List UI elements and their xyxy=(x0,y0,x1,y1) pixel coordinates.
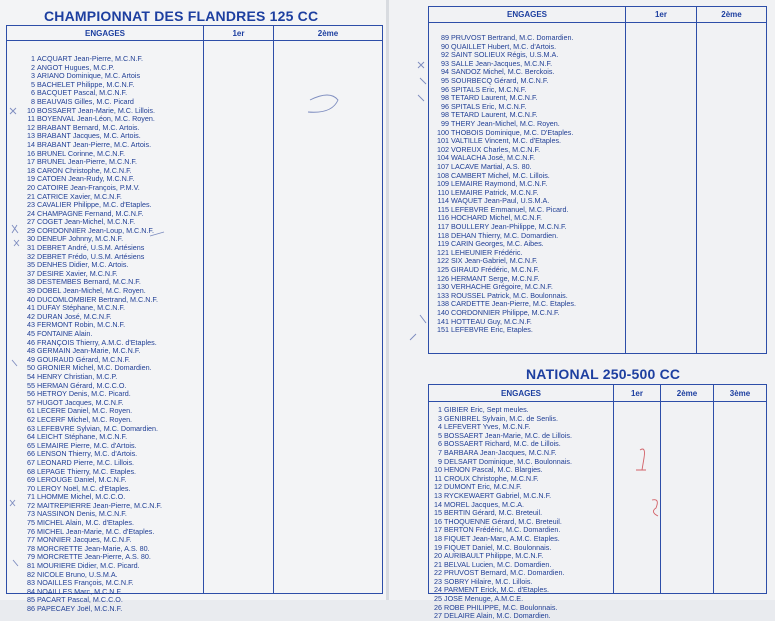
left-col-divider-2 xyxy=(273,26,274,593)
entry-row: 107 LACAVE Martial, A.S. 80. xyxy=(437,162,532,171)
entry-row: 65 LEMAIRE Pierre, M.C. d'Artois. xyxy=(27,441,137,450)
entry-row: 95 SOURBECQ Gérard, M.C.N.F. xyxy=(441,76,549,85)
entry-row: 30 DENEUF Johnny, M.C.N.F. xyxy=(27,235,124,244)
entry-row: 122 SIX Jean-Gabriel, M.C.N.F. xyxy=(437,257,538,266)
header-2eme: 2ème xyxy=(721,10,742,19)
entry-row: 10 BOSSAERT Jean-Marie, M.C. Lillois. xyxy=(27,106,155,115)
entry-row: 45 FONTAINE Alain. xyxy=(27,330,93,338)
entry-row: 14 MOREL Jacques, M.C.A. xyxy=(434,500,525,509)
entry-row: 11 BOYENVAL Jean-Léon, M.C. Royen. xyxy=(27,115,155,124)
entry-row: 126 HERMANT Serge, M.C.N.F. xyxy=(437,274,540,283)
entry-row: 93 SALLE Jean-Jacques, M.C.N.F. xyxy=(441,59,553,68)
entry-row: 82 NICOLE Bruno, U.S.M.A. xyxy=(27,570,118,579)
entry-row: 15 BERTIN Gérard, M.C. Breteuil. xyxy=(434,509,543,518)
entry-row: 62 LECERF Michel, M.C. Royen. xyxy=(27,415,133,424)
entry-row: 114 WAQUET Jean-Paul, U.S.M.A. xyxy=(437,197,550,206)
entry-row: 46 FRANÇOIS Thierry, A.M.C. d'Etaples. xyxy=(27,338,157,347)
entry-row: 8 BEAUVAIS Gilles, M.C. Picard xyxy=(31,97,134,106)
header-2eme: 2ème xyxy=(676,388,698,398)
entry-row: 119 CARIN Georges, M.C. Aibes. xyxy=(437,240,544,249)
entry-row: 98 TETARD Laurent, M.C.N.F. xyxy=(441,111,538,120)
entry-row: 101 VALTILLE Vincent, M.C. d'Etaples. xyxy=(437,137,562,146)
entry-row: 130 VERHACHE Grégoire, M.C.N.F. xyxy=(437,283,553,292)
entry-row: 54 HENRY Christian, M.C.P. xyxy=(27,372,118,381)
header-engages: ENGAGES xyxy=(500,388,541,398)
entry-row: 102 VOREUX Charles, M.C.N.F. xyxy=(437,145,541,154)
entry-row: 12 DUMONT Eric, M.C.N.F. xyxy=(434,483,522,492)
entry-row: 17 BERTON Frédéric, M.C. Domardien. xyxy=(434,526,561,535)
entry-row: 40 DUCOMLOMBIER Bertrand, M.C.N.F. xyxy=(27,295,159,304)
entry-row: 69 LEROUGE Daniel, M.C.N.F. xyxy=(27,476,127,485)
right-bottom-table-header xyxy=(429,385,766,402)
entry-row: 5 BACHELET Philippe, M.C.N.F. xyxy=(31,80,135,89)
entry-row: 12 BRABANT Bernard, M.C. Artois. xyxy=(27,123,140,132)
right-bottom-table xyxy=(428,384,767,621)
entry-row: 26 ROBE PHILIPPE, M.C. Boulonnais. xyxy=(434,603,558,612)
entry-row: 76 MICHEL Jean-Marie, M.C. d'Etaples. xyxy=(27,527,155,536)
entry-row: 141 HOTTEAU Guy, M.C.N.F. xyxy=(437,317,532,326)
entry-row: 61 LECERE Daniel, M.C. Royen. xyxy=(27,407,133,416)
right-bottom-entries-list xyxy=(415,406,572,621)
entry-row: 57 HUGOT Jacques, M.C.N.F. xyxy=(27,398,124,407)
entry-row: 22 PRUVOST Bernard, M.C. Domardien. xyxy=(434,569,565,578)
entry-row: 16 BRUNEL Corinne, M.C.N.F. xyxy=(27,149,125,158)
page-fold xyxy=(386,0,389,600)
right-top-col-divider-1 xyxy=(625,7,626,353)
entry-row: 21 CATRICE Xavier, M.C.N.F. xyxy=(27,192,122,201)
entry-row: 32 DEBRET Frédo, U.S.M. Artésiens xyxy=(27,252,145,261)
entry-row: 72 MAITREPIERRE Jean-Pierre, M.C.N.F. xyxy=(27,501,163,510)
entry-row: 2 ANGOT Hugues, M.C.P. xyxy=(31,63,115,72)
entry-row: 71 LHOMME Michel, M.C.C.O. xyxy=(27,493,126,502)
entry-row: 20 CATOIRE Jean-François, P.M.V. xyxy=(27,183,140,192)
header-2eme: 2ème xyxy=(317,28,339,38)
left-col-divider-1 xyxy=(203,26,204,593)
entry-row: 73 NASSINON Denis, M.C.N.F. xyxy=(27,510,127,519)
right-bottom-col-divider-3 xyxy=(713,385,714,593)
entry-row: 23 SOBRY Hilaire, M.C. Lillois. xyxy=(434,577,533,586)
left-table xyxy=(6,25,383,613)
entry-row: 151 LEFEBVRE Eric, Etaples. xyxy=(437,326,533,335)
entry-row: 4 LEFEVERT Yves, M.C.N.F. xyxy=(438,423,531,432)
header-3eme: 3ème xyxy=(729,388,751,398)
entry-row: 50 GRONIER Michel, M.C. Domardien. xyxy=(27,364,152,373)
entry-row: 140 CORDONNIER Philippe, M.C.N.F. xyxy=(437,309,560,317)
entry-row: 81 MOURIERE Didier, M.C. Picard. xyxy=(27,562,140,571)
entry-row: 133 ROUSSEL Patrick, M.C. Boulonnais. xyxy=(437,291,568,300)
entry-row: 96 SPITALS Eric, M.C.N.F. xyxy=(441,85,527,94)
entry-row: 75 MICHEL Alain, M.C. d'Etaples. xyxy=(27,519,134,528)
header-engages: ENGAGES xyxy=(506,10,547,19)
entry-row: 110 LEMAIRE Patrick, M.C.N.F. xyxy=(437,188,539,197)
entry-row: 1 GIBIER Eric, Sept meules. xyxy=(438,406,529,414)
entry-row: 14 BRABANT Jean-Pierre, M.C. Artois. xyxy=(27,140,152,149)
right-bottom-col-divider-1 xyxy=(613,385,614,593)
entry-row: 13 RYCKEWAERT Gabriel, M.C.N.F. xyxy=(434,491,552,500)
entry-row: 63 LEFEBVRE Sylvian, M.C. Domardien. xyxy=(27,424,159,433)
entry-row: 7 BARBARA Jean-Jacques, M.C.N.F. xyxy=(438,448,557,457)
entry-row: 13 BRABANT Jacques, M.C. Artois. xyxy=(27,132,141,141)
header-engages: ENGAGES xyxy=(84,28,125,38)
entry-row: 115 LEFEBVRE Emmanuel, M.C. Picard. xyxy=(437,205,569,214)
entry-row: 56 HETROY Denis, M.C. Picard. xyxy=(27,390,131,399)
entry-row: 85 PACART Pascal, M.C.C.O. xyxy=(27,596,123,605)
entry-row: 138 CARDETTE Jean-Pierre, M.C. Etaples. xyxy=(437,300,577,309)
right-bottom-col-divider-2 xyxy=(660,385,661,593)
left-entries-list xyxy=(7,55,162,614)
entry-row: 20 AURIBAULT Philippe, M.C.N.F. xyxy=(434,552,544,561)
entry-row: 64 LEICHT Stéphane, M.C.N.F. xyxy=(27,433,128,442)
entry-row: 121 LEHEUNIER Frédéric. xyxy=(437,248,523,257)
entry-row: 92 SAINT SOLIEUX Régis, U.S.M.A. xyxy=(441,51,559,60)
entry-row: 6 BOSSAERT Richard, M.C. de Lillois. xyxy=(438,440,561,449)
entry-row: 25 JOSE Menuge, A.M.C.E. xyxy=(434,595,524,604)
entry-row: 67 LEONARD Pierre, M.C. Lillois. xyxy=(27,458,135,467)
entry-row: 42 DURAN José, M.C.N.F. xyxy=(27,312,112,321)
right-top-table xyxy=(428,6,767,354)
entry-row: 5 BOSSAERT Jean-Marie, M.C. de Lillois. xyxy=(438,431,572,440)
entry-row: 86 PAPECAEY Joël, M.C.N.F. xyxy=(27,605,123,613)
entry-row: 10 HENON Pascal, M.C. Blargies. xyxy=(434,466,543,475)
entry-row: 116 HOCHARD Michel, M.C.N.F. xyxy=(437,214,543,223)
entry-row: 117 BOULLERY Jean-Philippe, M.C.N.F. xyxy=(437,223,567,232)
entry-row: 35 DENHES Didier, M.C. Artois. xyxy=(27,261,129,270)
header-1er: 1er xyxy=(232,28,245,38)
entry-row: 68 LEPAGE Thierry, M.C. Etaples. xyxy=(27,467,137,476)
entry-row: 23 CAVALIER Philippe, M.C. d'Etaples. xyxy=(27,201,152,210)
entry-row: 38 DESTEMBES Bernard, M.C.N.F. xyxy=(27,278,141,287)
entry-row: 29 CORDONNIER Jean-Loup, M.C.N.F. xyxy=(27,226,155,235)
entry-row: 66 LENSON Thierry, M.C. d'Artois. xyxy=(27,450,138,459)
entry-row: 1 ACQUART Jean-Pierre, M.C.N.F. xyxy=(31,55,143,63)
entry-row: 108 CAMBERT Michel, M.C. Lillois. xyxy=(437,171,550,180)
entry-row: 104 WALACHA José, M.C.N.F. xyxy=(437,154,536,163)
entry-row: 48 GERMAIN Jean-Marie, M.C.N.F. xyxy=(27,347,141,356)
entry-row: 96 SPITALS Eric, M.C.N.F. xyxy=(441,102,527,111)
entry-row: 21 BELVAL Lucien, M.C. Domardien. xyxy=(434,560,552,569)
entry-row: 84 NOAILLES Marc, M.C.N.F. xyxy=(27,587,123,596)
right-top-col-divider-2 xyxy=(696,7,697,353)
entry-row: 27 COGET Jean-Michel, M.C.N.F. xyxy=(27,218,136,227)
left-title: CHAMPIONNAT DES FLANDRES 125 CC xyxy=(44,8,319,24)
entry-row: 70 LEROY Noël, M.C. d'Etaples. xyxy=(27,484,131,493)
entry-row: 83 NOAILLES François, M.C.N.F. xyxy=(27,579,134,588)
entry-row: 24 CHAMPAGNE Fernand, M.C.N.F. xyxy=(27,209,144,218)
entry-row: 17 BRUNEL Jean-Pierre, M.C.N.F. xyxy=(27,158,137,167)
entry-row: 11 CROUX Christophe, M.C.N.F. xyxy=(434,474,539,483)
entry-row: 94 SANDOZ Michel, M.C. Berckois. xyxy=(441,68,555,77)
entry-row: 77 MONNIER Jacques, M.C.N.F. xyxy=(27,536,132,545)
entry-row: 3 GENIBREL Sylvain, M.C. de Senlis. xyxy=(438,414,558,423)
entry-row: 27 DELAIRE Alain, M.C. Domardien. xyxy=(434,612,551,621)
right-bottom-title: NATIONAL 250-500 CC xyxy=(526,366,681,382)
entry-row: 98 TETARD Laurent, M.C.N.F. xyxy=(441,94,538,103)
entry-row: 18 FIQUET Jean-Marc, A.M.C. Etaples. xyxy=(434,534,560,543)
entry-row: 31 DEBRET André, U.S.M. Artésiens xyxy=(27,244,145,253)
entry-row: 6 BACQUET Pascal, M.C.N.F. xyxy=(31,89,128,98)
entry-row: 79 MORCRETTE Jean-Pierre, A.S. 80. xyxy=(27,553,151,562)
entry-row: 3 ARIANO Dominique, M.C. Artois xyxy=(31,72,141,81)
entry-row: 41 DUFAY Stéphane, M.C.N.F. xyxy=(27,304,126,313)
right-top-entries-list xyxy=(415,34,576,335)
entry-row: 90 QUAILLET Hubert, M.C. d'Artois. xyxy=(441,42,557,51)
right-top-table-header xyxy=(429,7,766,23)
header-1er: 1er xyxy=(654,10,667,19)
entry-row: 39 DOBEL Jean-Michel, M.C. Royen. xyxy=(27,287,146,296)
entry-row: 16 THOQUENNE Gérard, M.C. Breteuil. xyxy=(434,517,562,526)
entry-row: 19 CATOEN Jean-Rudy, M.C.N.F. xyxy=(27,175,135,184)
entry-row: 89 PRUVOST Bertrand, M.C. Domardien. xyxy=(441,34,574,42)
entry-row: 43 FERMONT Robin, M.C.N.F. xyxy=(27,321,126,330)
entry-row: 18 CARON Christophe, M.C.N.F. xyxy=(27,166,132,175)
entry-row: 9 DELSART Dominique, M.C. Boulonnais. xyxy=(438,457,572,466)
entry-row: 55 HERMAN Gérard, M.C.C.O. xyxy=(27,381,127,390)
entry-row: 19 FIQUET Daniel, M.C. Boulonnais. xyxy=(434,543,552,552)
entry-row: 125 GIRAUD Frédéric, M.C.N.F. xyxy=(437,266,540,275)
entry-row: 24 PARMENT Erick, M.C. d'Etaples. xyxy=(434,586,549,595)
entry-row: 109 LEMAIRE Raymond, M.C.N.F. xyxy=(437,180,548,189)
entry-row: 118 DEHAN Thierry, M.C. Domardien. xyxy=(437,231,559,240)
entry-row: 100 THOBOIS Dominique, M.C. D'Etaples. xyxy=(437,128,574,137)
entry-row: 78 MORCRETTE Jean-Marie, A.S. 80. xyxy=(27,544,150,553)
left-table-header xyxy=(7,26,382,41)
header-1er: 1er xyxy=(630,388,643,398)
entry-row: 49 GOURAUD Gérard, M.C.N.F. xyxy=(27,355,131,364)
entry-row: 37 DESIRE Xavier, M.C.N.F. xyxy=(27,269,118,278)
entry-row: 99 THERY Jean-Michel, M.C. Royen. xyxy=(441,119,560,128)
